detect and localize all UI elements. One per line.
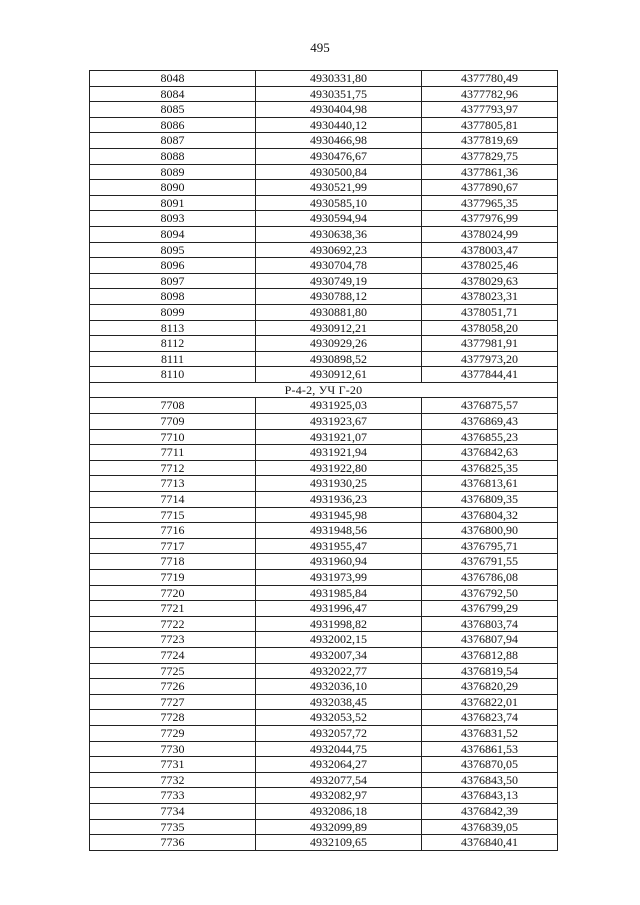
table-row bbox=[90, 414, 558, 430]
table-row bbox=[90, 601, 558, 617]
table-row bbox=[90, 632, 558, 648]
y-coordinate-cell: 4378051,71 bbox=[422, 304, 558, 320]
x-coordinate-cell: 4930585,10 bbox=[256, 195, 422, 211]
x-coordinate-cell: 4930404,98 bbox=[256, 102, 422, 118]
y-coordinate-cell: 4377861,36 bbox=[422, 164, 558, 180]
x-coordinate-cell: 4932002,15 bbox=[256, 632, 422, 648]
table-row bbox=[90, 445, 558, 461]
y-coordinate-cell: 4376843,13 bbox=[422, 788, 558, 804]
y-coordinate-cell: 4376786,08 bbox=[422, 570, 558, 586]
table-row bbox=[90, 741, 558, 757]
point-number-cell: 7732 bbox=[90, 772, 256, 788]
table-row bbox=[90, 679, 558, 695]
y-coordinate-cell: 4376823,74 bbox=[422, 710, 558, 726]
x-coordinate-cell: 4931996,47 bbox=[256, 601, 422, 617]
point-number-cell: 7733 bbox=[90, 788, 256, 804]
table-row bbox=[90, 398, 558, 414]
table-row bbox=[90, 102, 558, 118]
y-coordinate-cell: 4378003,47 bbox=[422, 242, 558, 258]
table-row bbox=[90, 86, 558, 102]
y-coordinate-cell: 4376840,41 bbox=[422, 835, 558, 851]
x-coordinate-cell: 4930929,26 bbox=[256, 336, 422, 352]
section-title-row bbox=[90, 382, 558, 398]
point-number-cell: 7735 bbox=[90, 819, 256, 835]
x-coordinate-cell: 4930704,78 bbox=[256, 258, 422, 274]
point-number-cell: 7714 bbox=[90, 492, 256, 508]
point-number-cell: 8098 bbox=[90, 289, 256, 305]
table-row bbox=[90, 429, 558, 445]
x-coordinate-cell: 4931960,94 bbox=[256, 554, 422, 570]
x-coordinate-cell: 4930638,36 bbox=[256, 226, 422, 242]
point-number-cell: 7731 bbox=[90, 757, 256, 773]
y-coordinate-cell: 4376791,55 bbox=[422, 554, 558, 570]
table-row bbox=[90, 367, 558, 383]
y-coordinate-cell: 4377973,20 bbox=[422, 351, 558, 367]
table-row bbox=[90, 258, 558, 274]
x-coordinate-cell: 4932077,54 bbox=[256, 772, 422, 788]
y-coordinate-cell: 4378025,46 bbox=[422, 258, 558, 274]
x-coordinate-cell: 4931925,03 bbox=[256, 398, 422, 414]
x-coordinate-cell: 4932036,10 bbox=[256, 679, 422, 695]
x-coordinate-cell: 4930351,75 bbox=[256, 86, 422, 102]
y-coordinate-cell: 4376855,23 bbox=[422, 429, 558, 445]
table-row bbox=[90, 570, 558, 586]
y-coordinate-cell: 4377780,49 bbox=[422, 71, 558, 87]
table-row bbox=[90, 195, 558, 211]
x-coordinate-cell: 4931921,94 bbox=[256, 445, 422, 461]
y-coordinate-cell: 4377965,35 bbox=[422, 195, 558, 211]
point-number-cell: 7716 bbox=[90, 523, 256, 539]
x-coordinate-cell: 4932082,97 bbox=[256, 788, 422, 804]
table-row bbox=[90, 523, 558, 539]
point-number-cell: 7717 bbox=[90, 538, 256, 554]
point-number-cell: 7708 bbox=[90, 398, 256, 414]
x-coordinate-cell: 4930476,67 bbox=[256, 148, 422, 164]
point-number-cell: 7711 bbox=[90, 445, 256, 461]
y-coordinate-cell: 4376839,05 bbox=[422, 819, 558, 835]
table-row bbox=[90, 273, 558, 289]
y-coordinate-cell: 4376807,94 bbox=[422, 632, 558, 648]
x-coordinate-cell: 4931930,25 bbox=[256, 476, 422, 492]
table-row bbox=[90, 336, 558, 352]
table-row bbox=[90, 289, 558, 305]
point-number-cell: 8099 bbox=[90, 304, 256, 320]
y-coordinate-cell: 4376820,29 bbox=[422, 679, 558, 695]
x-coordinate-cell: 4931921,07 bbox=[256, 429, 422, 445]
x-coordinate-cell: 4930692,23 bbox=[256, 242, 422, 258]
x-coordinate-cell: 4932022,77 bbox=[256, 663, 422, 679]
point-number-cell: 7734 bbox=[90, 803, 256, 819]
x-coordinate-cell: 4930331,80 bbox=[256, 71, 422, 87]
point-number-cell: 8093 bbox=[90, 211, 256, 227]
x-coordinate-cell: 4931955,47 bbox=[256, 538, 422, 554]
point-number-cell: 7725 bbox=[90, 663, 256, 679]
x-coordinate-cell: 4932053,52 bbox=[256, 710, 422, 726]
point-number-cell: 8085 bbox=[90, 102, 256, 118]
point-number-cell: 7720 bbox=[90, 585, 256, 601]
x-coordinate-cell: 4930881,80 bbox=[256, 304, 422, 320]
y-coordinate-cell: 4376843,50 bbox=[422, 772, 558, 788]
x-coordinate-cell: 4931922,80 bbox=[256, 460, 422, 476]
table-row bbox=[90, 242, 558, 258]
point-number-cell: 7736 bbox=[90, 835, 256, 851]
x-coordinate-cell: 4931945,98 bbox=[256, 507, 422, 523]
table-row bbox=[90, 304, 558, 320]
table-row bbox=[90, 460, 558, 476]
y-coordinate-cell: 4376795,71 bbox=[422, 538, 558, 554]
table-row bbox=[90, 71, 558, 87]
x-coordinate-cell: 4931936,23 bbox=[256, 492, 422, 508]
table-row bbox=[90, 507, 558, 523]
point-number-cell: 7726 bbox=[90, 679, 256, 695]
y-coordinate-cell: 4378023,31 bbox=[422, 289, 558, 305]
coordinates-table-body bbox=[90, 71, 558, 851]
point-number-cell: 8088 bbox=[90, 148, 256, 164]
y-coordinate-cell: 4376819,54 bbox=[422, 663, 558, 679]
y-coordinate-cell: 4376804,32 bbox=[422, 507, 558, 523]
y-coordinate-cell: 4376812,88 bbox=[422, 647, 558, 663]
y-coordinate-cell: 4377819,69 bbox=[422, 133, 558, 149]
table-row bbox=[90, 320, 558, 336]
x-coordinate-cell: 4932099,89 bbox=[256, 819, 422, 835]
point-number-cell: 7723 bbox=[90, 632, 256, 648]
point-number-cell: 8084 bbox=[90, 86, 256, 102]
x-coordinate-cell: 4932057,72 bbox=[256, 725, 422, 741]
table-row bbox=[90, 180, 558, 196]
x-coordinate-cell: 4930898,52 bbox=[256, 351, 422, 367]
x-coordinate-cell: 4930521,99 bbox=[256, 180, 422, 196]
x-coordinate-cell: 4932109,65 bbox=[256, 835, 422, 851]
x-coordinate-cell: 4932007,34 bbox=[256, 647, 422, 663]
y-coordinate-cell: 4376842,39 bbox=[422, 803, 558, 819]
point-number-cell: 7712 bbox=[90, 460, 256, 476]
x-coordinate-cell: 4930594,94 bbox=[256, 211, 422, 227]
table-row bbox=[90, 476, 558, 492]
table-row bbox=[90, 554, 558, 570]
point-number-cell: 7709 bbox=[90, 414, 256, 430]
y-coordinate-cell: 4376842,63 bbox=[422, 445, 558, 461]
page-number: 495 bbox=[310, 40, 330, 55]
table-row bbox=[90, 725, 558, 741]
point-number-cell: 7728 bbox=[90, 710, 256, 726]
x-coordinate-cell: 4931998,82 bbox=[256, 616, 422, 632]
table-row bbox=[90, 351, 558, 367]
y-coordinate-cell: 4376792,50 bbox=[422, 585, 558, 601]
x-coordinate-cell: 4932044,75 bbox=[256, 741, 422, 757]
table-row bbox=[90, 694, 558, 710]
table-row bbox=[90, 647, 558, 663]
table-row bbox=[90, 492, 558, 508]
section-title: Р-4-2, УЧ Г-20 bbox=[90, 382, 558, 398]
table-row bbox=[90, 211, 558, 227]
point-number-cell: 8111 bbox=[90, 351, 256, 367]
y-coordinate-cell: 4376799,29 bbox=[422, 601, 558, 617]
x-coordinate-cell: 4930749,19 bbox=[256, 273, 422, 289]
table-row bbox=[90, 803, 558, 819]
y-coordinate-cell: 4376875,57 bbox=[422, 398, 558, 414]
point-number-cell: 7721 bbox=[90, 601, 256, 617]
y-coordinate-cell: 4378058,20 bbox=[422, 320, 558, 336]
y-coordinate-cell: 4376822,01 bbox=[422, 694, 558, 710]
y-coordinate-cell: 4376870,05 bbox=[422, 757, 558, 773]
y-coordinate-cell: 4376861,53 bbox=[422, 741, 558, 757]
point-number-cell: 8096 bbox=[90, 258, 256, 274]
y-coordinate-cell: 4377844,41 bbox=[422, 367, 558, 383]
table-row bbox=[90, 585, 558, 601]
point-number-cell: 8110 bbox=[90, 367, 256, 383]
point-number-cell: 8097 bbox=[90, 273, 256, 289]
point-number-cell: 8089 bbox=[90, 164, 256, 180]
point-number-cell: 8091 bbox=[90, 195, 256, 211]
point-number-cell: 7724 bbox=[90, 647, 256, 663]
coordinates-table bbox=[89, 70, 558, 851]
point-number-cell: 8087 bbox=[90, 133, 256, 149]
y-coordinate-cell: 4378029,63 bbox=[422, 273, 558, 289]
point-number-cell: 8086 bbox=[90, 117, 256, 133]
table-row bbox=[90, 117, 558, 133]
x-coordinate-cell: 4930912,61 bbox=[256, 367, 422, 383]
y-coordinate-cell: 4377829,75 bbox=[422, 148, 558, 164]
table-row bbox=[90, 663, 558, 679]
x-coordinate-cell: 4930912,21 bbox=[256, 320, 422, 336]
x-coordinate-cell: 4931973,99 bbox=[256, 570, 422, 586]
x-coordinate-cell: 4932038,45 bbox=[256, 694, 422, 710]
x-coordinate-cell: 4930788,12 bbox=[256, 289, 422, 305]
y-coordinate-cell: 4376813,61 bbox=[422, 476, 558, 492]
y-coordinate-cell: 4376800,90 bbox=[422, 523, 558, 539]
y-coordinate-cell: 4376803,74 bbox=[422, 616, 558, 632]
point-number-cell: 7727 bbox=[90, 694, 256, 710]
table-row bbox=[90, 788, 558, 804]
y-coordinate-cell: 4377976,99 bbox=[422, 211, 558, 227]
table-row bbox=[90, 164, 558, 180]
point-number-cell: 7715 bbox=[90, 507, 256, 523]
x-coordinate-cell: 4930440,12 bbox=[256, 117, 422, 133]
point-number-cell: 7713 bbox=[90, 476, 256, 492]
x-coordinate-cell: 4931948,56 bbox=[256, 523, 422, 539]
y-coordinate-cell: 4377981,91 bbox=[422, 336, 558, 352]
point-number-cell: 7730 bbox=[90, 741, 256, 757]
x-coordinate-cell: 4931985,84 bbox=[256, 585, 422, 601]
table-row bbox=[90, 133, 558, 149]
y-coordinate-cell: 4377782,96 bbox=[422, 86, 558, 102]
table-row bbox=[90, 226, 558, 242]
y-coordinate-cell: 4376825,35 bbox=[422, 460, 558, 476]
x-coordinate-cell: 4932086,18 bbox=[256, 803, 422, 819]
x-coordinate-cell: 4931923,67 bbox=[256, 414, 422, 430]
point-number-cell: 7710 bbox=[90, 429, 256, 445]
y-coordinate-cell: 4377805,81 bbox=[422, 117, 558, 133]
point-number-cell: 8090 bbox=[90, 180, 256, 196]
point-number-cell: 8112 bbox=[90, 336, 256, 352]
y-coordinate-cell: 4376869,43 bbox=[422, 414, 558, 430]
point-number-cell: 8048 bbox=[90, 71, 256, 87]
x-coordinate-cell: 4930466,98 bbox=[256, 133, 422, 149]
point-number-cell: 8095 bbox=[90, 242, 256, 258]
table-row bbox=[90, 538, 558, 554]
table-row bbox=[90, 616, 558, 632]
point-number-cell: 7718 bbox=[90, 554, 256, 570]
point-number-cell: 7722 bbox=[90, 616, 256, 632]
y-coordinate-cell: 4377793,97 bbox=[422, 102, 558, 118]
y-coordinate-cell: 4377890,67 bbox=[422, 180, 558, 196]
table-row bbox=[90, 710, 558, 726]
table-row bbox=[90, 757, 558, 773]
y-coordinate-cell: 4376809,35 bbox=[422, 492, 558, 508]
point-number-cell: 8113 bbox=[90, 320, 256, 336]
table-row bbox=[90, 772, 558, 788]
point-number-cell: 7719 bbox=[90, 570, 256, 586]
point-number-cell: 7729 bbox=[90, 725, 256, 741]
table-row bbox=[90, 148, 558, 164]
table-row bbox=[90, 835, 558, 851]
x-coordinate-cell: 4932064,27 bbox=[256, 757, 422, 773]
y-coordinate-cell: 4376831,52 bbox=[422, 725, 558, 741]
y-coordinate-cell: 4378024,99 bbox=[422, 226, 558, 242]
x-coordinate-cell: 4930500,84 bbox=[256, 164, 422, 180]
table-row bbox=[90, 819, 558, 835]
point-number-cell: 8094 bbox=[90, 226, 256, 242]
